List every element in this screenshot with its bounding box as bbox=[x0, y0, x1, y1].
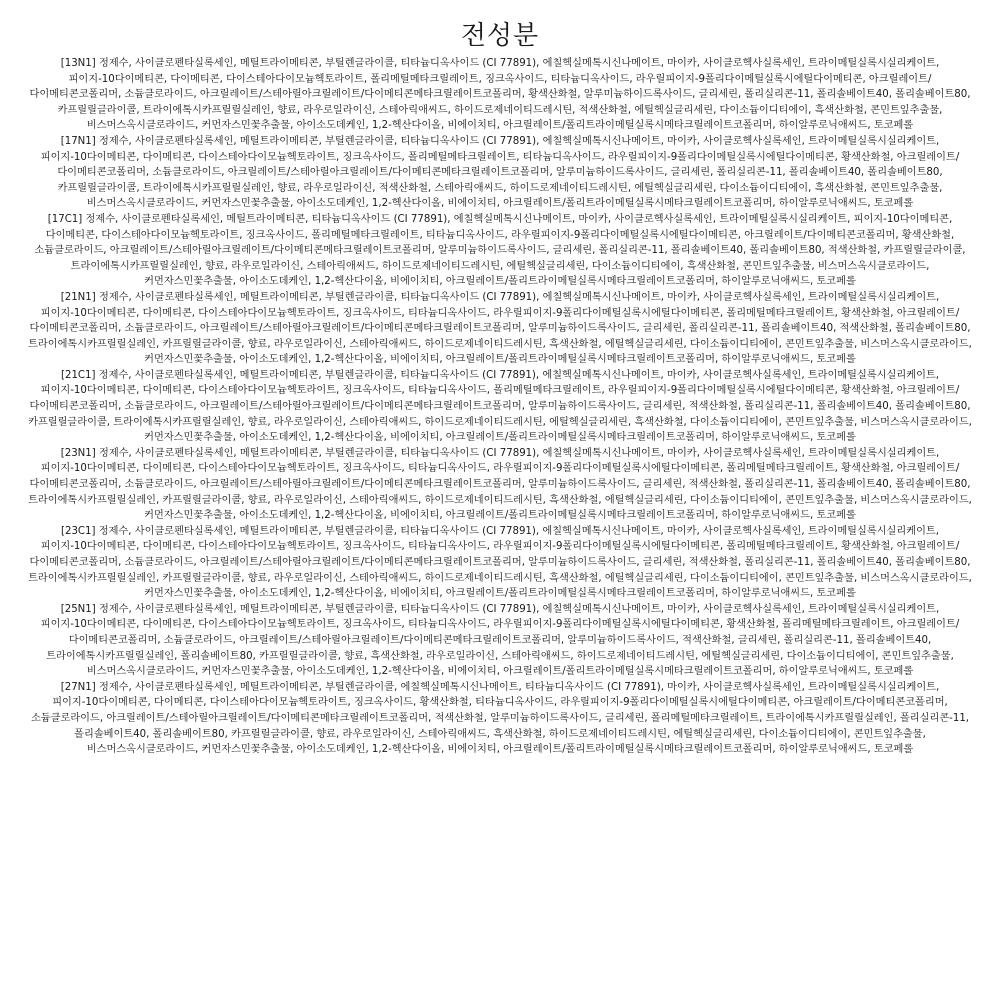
ingredient-text: 정제수, 사이클로펜타실록세인, 메틸트라이메티콘, 부틸렌글라이콜, 티타늄디옥사이드 (CI 77891), 에칠헥실메톡시신나메이트, 마이카, 사이클로헥사실록세인, 트라이메틸실록시실리케이트, 피이지-10다이메티콘, 다이메티콘, 다이스테아다이모늄헥토라이트, 징크옥사이드, 티타늄디옥사이드, 라우릴피이지-9폴리다이메틸실록시에틸다이메티콘, 폴리메틸메타크릴레이트, 황색산화철, 아크릴레이트/다이메티콘코폴리머, 소듐클로라이드, 아크릴레이트/스테아릴아크릴레이트/다이메티콘메타크릴레이트코폴리머, 알루미늄하이드록사이드, 글리세린, 적색산화철, 폴리실리콘-11, 폴리솔베이트40, 폴리솔베이트80, 트라이에톡시카프릴릴실레인, 카프릴릴글라이콜, 향료, 라우로일라이신, 스테아릭애씨드, 하이드로제네이티드레시틴, 흑색산화철, 에틸헥실글리세린, 다이소듐이디티에이, 콘민트잎추출물, 비스머스옥시클로라이드, 커먼자스민꽃추출물, 아이소도데케인, 1,2-헥산다이올, 비에이치티, 아크릴레이트/폴리트라이메틸실록시메타크릴레이트코폴리머, 하이알루로닉애씨드, 토코페롤 bbox=[28, 525, 972, 600]
ingredient-entry bbox=[26, 56, 974, 134]
ingredient-text: 정제수, 사이클로펜타실록세인, 메틸트라이메티콘, 부틸렌글라이콜, 티타늄디옥사이드 (CI 77891), 에칠헥실메톡시신나메이트, 마이카, 사이클로헥사실록세인, 트라이메틸실록시실리케이트, 피이지-10다이메티콘, 다이메티콘, 다이스테아다이모늄헥토라이트, 징크옥사이드, 폴리메틸메타크릴레이트, 티타늄디옥사이드, 라우릴피이지-9폴리다이메틸실록시에틸다이메티콘, 황색산화철, 아크릴레이트/다이메티콘코폴리머, 소듐클로라이드, 아크릴레이트/스테아릴아크릴레이트/다이메티콘메타크릴레이트코폴리머, 알루미늄하이드록사이드, 글리세린, 폴리실리콘-11, 폴리솔베이트40, 폴리솔베이트80, 카프릴릴글라이콜, 트라이에톡시카프릴릴실레인, 향료, 라우로일라이신, 적색산화철, 스테아릭애씨드, 하이드로제네이티드레시틴, 에틸헥실글리세린, 다이소듐이디티에이, 흑색산화철, 콘민트잎추출물, 비스머스옥시클로라이드, 커먼자스민꽃추출물, 아이소도데케인, 1,2-헥산다이올, 비에이치티, 아크릴레이트/폴리트라이메틸실록시메타크릴레이트코폴리머, 하이알루로닉애씨드, 토코페롤 bbox=[40, 135, 960, 210]
shade-code: [17C1] bbox=[47, 213, 83, 225]
shade-code: [25N1] bbox=[60, 603, 96, 615]
ingredient-text: 정제수, 사이클로펜타실록세인, 메틸트라이메티콘, 부틸렌글라이콜, 티타늄디옥사이드 (CI 77891), 에칠헥실메톡시신나메이트, 마이카, 사이클로헥사실록세인, 트라이메틸실록시실리케이트, 피이지-10다이메티콘, 다이메티콘, 다이스테아다이모늄헥토라이트, 징크옥사이드, 티타늄디옥사이드, 라우릴피이지-9폴리다이메틸실록시에틸다이메티콘, 폴리메틸메타크릴레이트, 황색산화철, 아크릴레이트/다이메티콘코폴리머, 소듐클로라이드, 아크릴레이트/스테아릴아크릴레이트/다이메티콘메타크릴레이트코폴리머, 알루미늄하이드록사이드, 글리세린, 적색산화철, 폴리실리콘-11, 폴리솔베이트40, 폴리솔베이트80, 트라이에톡시카프릴릴실레인, 카프릴릴글라이콜, 향료, 라우로일라이신, 스테아릭애씨드, 하이드로제네이티드레시틴, 흑색산화철, 에틸헥실글리세린, 다이소듐이디티에이, 콘민트잎추출물, 비스머스옥시클로라이드, 커먼자스민꽃추출물, 아이소도데케인, 1,2-헥산다이올, 비에이치티, 아크릴레이트/폴리트라이메틸실록시메타크릴레이트코폴리머, 하이알루로닉애씨드, 토코페롤 bbox=[28, 447, 972, 522]
shade-code: [17N1] bbox=[60, 135, 96, 147]
shade-code: [23N1] bbox=[60, 447, 96, 459]
ingredient-entry bbox=[26, 368, 974, 446]
ingredient-text: 정제수, 사이클로펜타실록세인, 메틸트라이메티콘, 부틸렌글라이콜, 티타늄디옥사이드 (CI 77891), 에칠헥실메톡시신나메이트, 마이카, 사이클로헥사실록세인, 트라이메틸실록시실리케이트, 피이지-10다이메티콘, 다이메티콘, 다이스테아다이모늄헥토라이트, 징크옥사이드, 티타늄디옥사이드, 라우릴피이지-9폴리다이메틸실록시에틸다이메티콘, 폴리메틸메타크릴레이트, 황색산화철, 아크릴레이트/다이메티콘코폴리머, 소듐클로라이드, 아크릴레이트/스테아릴아크릴레이트/다이메티콘메타크릴레이트코폴리머, 알루미늄하이드록사이드, 글리세린, 폴리실리콘-11, 폴리솔베이트40, 적색산화철, 폴리솔베이트80, 트라이에톡시카프릴릴실레인, 카프릴릴글라이콜, 향료, 라우로일라이신, 스테아릭애씨드, 하이드로제네이티드레시틴, 흑색산화철, 에틸헥실글리세린, 다이소듐이디티에이, 콘민트잎추출물, 비스머스옥시클로라이드, 커먼자스민꽃추출물, 아이소도데케인, 1,2-헥산다이올, 비에이치티, 아크릴레이트/폴리트라이메틸실록시메타크릴레이트코폴리머, 하이알루로닉애씨드, 토코페롤 bbox=[28, 291, 972, 366]
ingredient-entry bbox=[26, 602, 974, 680]
ingredient-text: 정제수, 사이클로펜타실록세인, 메틸트라이메티콘, 부틸렌글라이콜, 티타늄디옥사이드 (CI 77891), 에칠헥실메톡시신나메이트, 마이카, 사이클로헥사실록세인, 트라이메틸실록시실리케이트, 피이지-10다이메티콘, 다이메티콘, 다이스테아다이모늄헥토라이트, 징크옥사이드, 티타늄디옥사이드, 폴리메틸메타크릴레이트, 라우릴피이지-9폴리다이메틸실록시에틸다이메티콘, 황색산화철, 아크릴레이트/다이메티콘코폴리머, 소듐클로라이드, 아크릴레이트/스테아릴아크릴레이트/다이메티콘메타크릴레이트코폴리머, 알루미늄하이드록사이드, 글리세린, 적색산화철, 폴리실리콘-11, 폴리솔베이트40, 폴리솔베이트80, 카프릴릴글라이콜, 트라이에톡시카프릴릴실레인, 향료, 라우로일라이신, 스테아릭애씨드, 하이드로제네이티드레시틴, 에틸헥실글리세린, 흑색산화철, 다이소듐이디티에이, 콘민트잎추출물, 비스머스옥시클로라이드, 커먼자스민꽃추출물, 아이소도데케인, 1,2-헥산다이올, 비에이치티, 아크릴레이트/폴리트라이메틸실록시메타크릴레이트코폴리머, 하이알루로닉애씨드, 토코페롤 bbox=[28, 369, 972, 444]
ingredient-text: 정제수, 사이클로펜타실록세인, 메틸트라이메티콘, 티타늄디옥사이드 (CI 77891), 에칠헥실메톡시신나메이트, 마이카, 사이클로헥사실록세인, 트라이메틸실록시실리케이트, 피이지-10다이메티콘, 다이메티콘, 다이스테아다이모늄헥토라이트, 징크옥사이드, 폴리메틸메타크릴레이트, 티타늄디옥사이드, 라우릴피이지-9폴리다이메틸실록시에틸다이메티콘, 아크릴레이트/다이메티콘코폴리머, 황색산화철, 소듐클로라이드, 아크릴레이트/스테아릴아크릴레이트/다이메티콘메타크릴레이트코폴리머, 알루미늄하이드록사이드, 글리세린, 폴리실리콘-11, 폴리솔베이트40, 폴리솔베이트80, 적색산화철, 카프릴릴글라이콜, 트라이에톡시카프릴릴실레인, 향료, 라우로일라이신, 스테아릭애씨드, 하이드로제네이티드레시틴, 에틸헥실글리세린, 다이소듐이디티에이, 흑색산화철, 콘민트잎추출물, 비스머스옥시클로라이드, 커먼자스민꽃추출물, 아이소도데케인, 1,2-헥산다이올, 비에이치티, 아크릴레이트/폴리트라이메틸실록시메타크릴레이트코폴리머, 하이알루로닉애씨드, 토코페롤 bbox=[34, 213, 966, 288]
page-title: 전성분 bbox=[460, 21, 540, 51]
shade-code: [27N1] bbox=[60, 681, 96, 693]
shade-code: [21C1] bbox=[60, 369, 96, 381]
ingredient-entry bbox=[26, 212, 974, 290]
ingredient-entry bbox=[26, 524, 974, 602]
ingredient-text: 정제수, 사이클로펜타실록세인, 메틸트라이메티콘, 부틸렌글라이콜, 티타늄디옥사이드 (CI 77891), 에칠헥실메톡시신나메이트, 마이카, 사이클로헥사실록세인, 트라이메틸실록시실리케이트, 피이지-10다이메티콘, 다이메티콘, 다이스테아다이모늄헥토라이트, 폴리메틸메타크릴레이트, 징크옥사이드, 티타늄디옥사이드, 라우릴피이지-9폴리다이메틸실록시에틸다이메티콘, 아크릴레이트/다이메티콘코폴리머, 소듐클로라이드, 아크릴레이트/스테아릴아크릴레이트/다이메티콘메타크릴레이트코폴리머, 황색산화철, 알루미늄하이드록사이드, 글리세린, 폴리실리콘-11, 폴리솔베이트40, 폴리솔베이트80, 카프릴릴글라이콜, 트라이에톡시카프릴릴실레인, 향료, 라우로일라이신, 스테아릭애씨드, 하이드로제네이티드레시틴, 적색산화철, 에틸헥실글리세린, 다이소듐이디티에이, 흑색산화철, 콘민트잎추출물, 비스머스옥시클로라이드, 커먼자스민꽃추출물, 아이소도데케인, 1,2-헥산다이올, 비에이치티, 아크릴레이트/폴리트라이메틸실록시메타크릴레이트코폴리머, 하이알루로닉애씨드, 토코페롤 bbox=[29, 58, 971, 132]
ingredient-list bbox=[26, 56, 974, 758]
ingredient-entry bbox=[26, 290, 974, 368]
shade-code: [13N1] bbox=[60, 58, 96, 69]
ingredient-text: 정제수, 사이클로펜타실록세인, 메틸트라이메티콘, 부틸렌글라이콜, 티타늄디옥사이드 (CI 77891), 에칠헥실메톡시신나메이트, 마이카, 사이클로헥사실록세인, 트라이메틸실록시실리케이트, 피이지-10다이메티콘, 다이메티콘, 다이스테아다이모늄헥토라이트, 징크옥사이드, 티타늄디옥사이드, 라우릴피이지-9폴리다이메틸실록시에틸다이메티콘, 황색산화철, 폴리메틸메타크릴레이트, 아크릴레이트/다이메티콘코폴리머, 소듐클로라이드, 아크릴레이트/스테아릴아크릴레이트/다이메티콘메타크릴레이트코폴리머, 알루미늄하이드록사이드, 적색산화철, 글리세린, 폴리실리콘-11, 폴리솔베이트40, 트라이에톡시카프릴릴실레인, 폴리솔베이트80, 카프릴릴글라이콜, 향료, 흑색산화철, 라우로일라이신, 스테아릭애씨드, 하이드로제네이티드레시틴, 에틸헥실글리세린, 다이소듐이디티에이, 콘민트잎추출물, 비스머스옥시클로라이드, 커먼자스민꽃추출물, 아이소도데케인, 1,2-헥산다이올, 비에이치티, 아크릴레이트/폴리트라이메틸실록시메타크릴레이트코폴리머, 하이알루로닉애씨드, 토코페롤 bbox=[40, 603, 960, 678]
ingredient-entry bbox=[26, 446, 974, 524]
shade-code: [23C1] bbox=[60, 525, 96, 537]
ingredient-entry bbox=[26, 680, 974, 758]
shade-code: [21N1] bbox=[60, 291, 96, 303]
ingredient-entry bbox=[26, 134, 974, 212]
ingredient-text: 정제수, 사이클로펜타실록세인, 메틸트라이메티콘, 부틸렌글라이콜, 에칠헥실메톡시신나메이트, 티타늄디옥사이드 (CI 77891), 마이카, 사이클로헥사실록세인, 트라이메틸실록시실리케이트, 피이지-10다이메티콘, 다이메티콘, 다이스테아다이모늄헥토라이트, 징크옥사이드, 황색산화철, 티타늄디옥사이드, 라우릴피이지-9폴리다이메틸실록시에틸다이메티콘, 아크릴레이트/다이메티콘코폴리머, 소듐클로라이드, 아크릴레이트/스테아릴아크릴레이트/다이메티콘메타크릴레이트코폴리머, 적색산화철, 알루미늄하이드록사이드, 글리세린, 폴리메틸메타크릴레이트, 트라이에톡시카프릴릴실레인, 폴리실리콘-11, 폴리솔베이트40, 폴리솔베이트80, 카프릴릴글라이콜, 향료, 라우로일라이신, 스테아릭애씨드, 흑색산화철, 하이드로제네이티드레시틴, 에틸헥실글리세린, 다이소듐이디티에이, 콘민트잎추출물, 비스머스옥시클로라이드, 커먼자스민꽃추출물, 아이소도데케인, 1,2-헥산다이올, 비에이치티, 아크릴레이트/폴리트라이메틸실록시메타크릴레이트코폴리머, 하이알루로닉애씨드, 토코페롤 bbox=[30, 681, 970, 756]
